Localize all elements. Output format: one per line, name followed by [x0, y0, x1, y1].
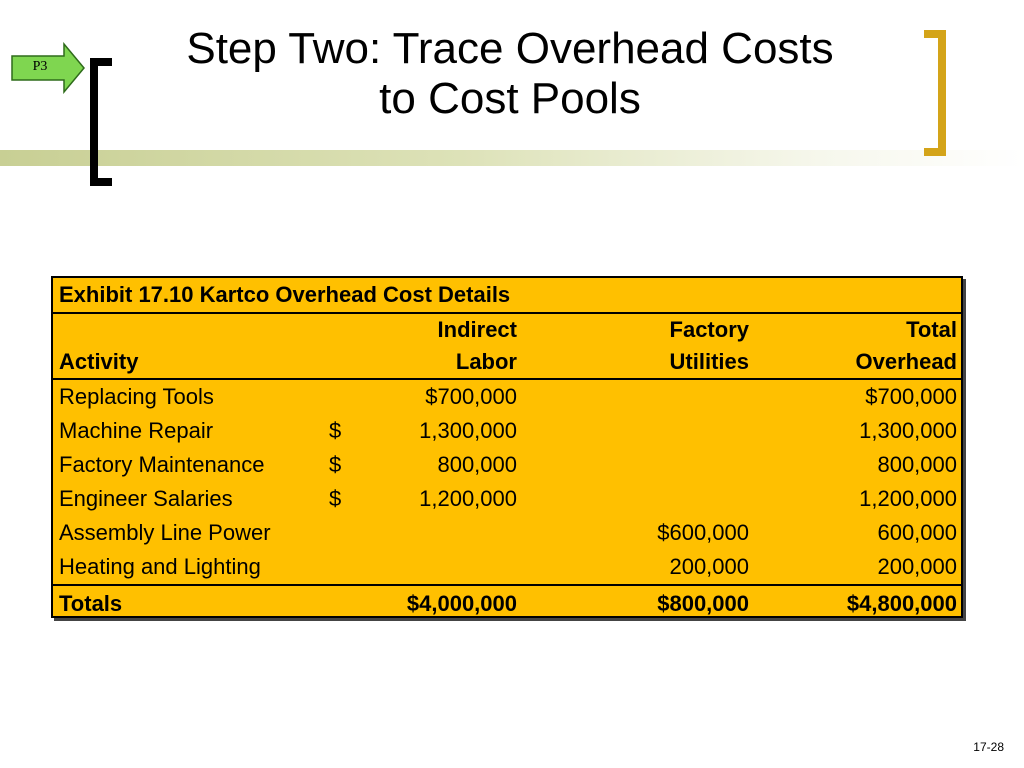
cell-labor: 1,200,000: [419, 486, 517, 511]
table-row: [53, 482, 961, 516]
cell-utilities: [545, 448, 753, 482]
cell-utilities: [545, 482, 753, 516]
cell-utilities: $600,000: [657, 520, 749, 545]
cell-utilities: [545, 379, 753, 414]
totals-total: $4,800,000: [753, 585, 961, 622]
cell-labor: 800,000: [437, 452, 517, 477]
table-row: [53, 448, 961, 482]
cell-activity: Factory Maintenance: [59, 452, 265, 477]
header-total-1: Total: [906, 317, 957, 342]
table-caption-row: [53, 278, 961, 313]
table-row: [53, 379, 961, 414]
cell-dollar: [325, 516, 363, 550]
right-bracket: [924, 30, 946, 156]
header-labor-2: Labor: [363, 346, 521, 379]
cell-dollar: [325, 379, 363, 414]
table-row: [53, 516, 961, 550]
cell-activity: Heating and Lighting: [59, 554, 261, 579]
overhead-cost-table: [53, 278, 961, 622]
cell-dollar: $: [329, 486, 342, 511]
header-row-2: [53, 346, 961, 379]
cell-dollar: $: [329, 452, 342, 477]
left-bracket: [90, 58, 112, 186]
cell-total: 1,200,000: [859, 486, 957, 511]
totals-row: [53, 585, 961, 622]
cell-dollar: [325, 550, 363, 585]
decorative-bar: [0, 150, 1024, 166]
header-util-1: Factory: [669, 317, 749, 342]
cell-activity: Replacing Tools: [59, 384, 214, 409]
header-total-2: Overhead: [753, 346, 961, 379]
tag-label: P3: [32, 59, 48, 74]
table-row: [53, 550, 961, 585]
header-activity: Activity: [53, 346, 325, 379]
cell-labor: [363, 516, 521, 550]
exhibit-table-panel: [51, 276, 963, 618]
cell-labor: 1,300,000: [419, 418, 517, 443]
title-line-2: to Cost Pools: [379, 74, 641, 123]
cell-total: 600,000: [877, 520, 957, 545]
header-row-1: [53, 313, 961, 346]
totals-labor: $4,000,000: [363, 585, 521, 622]
p3-arrow-tag: [10, 42, 86, 94]
table-row: [53, 414, 961, 448]
cell-total: 800,000: [877, 452, 957, 477]
slide-title: [120, 24, 900, 124]
title-line-1: Step Two: Trace Overhead Costs: [186, 24, 834, 73]
cell-activity: Assembly Line Power: [59, 520, 271, 545]
header-labor-1: Indirect: [437, 317, 517, 342]
totals-utilities: $800,000: [545, 585, 753, 622]
cell-dollar: $: [329, 418, 342, 443]
totals-label: Totals: [53, 585, 325, 622]
cell-total: 1,300,000: [859, 418, 957, 443]
cell-utilities: 200,000: [545, 550, 753, 585]
table-caption: Exhibit 17.10 Kartco Overhead Cost Details: [53, 278, 961, 313]
cell-labor: $700,000: [425, 384, 517, 409]
cell-total: $700,000: [865, 384, 957, 409]
cell-activity: Engineer Salaries: [59, 486, 233, 511]
header-util-2: Utilities: [545, 346, 753, 379]
cell-activity: Machine Repair: [59, 418, 214, 443]
page-number: 17-28: [973, 740, 1004, 754]
cell-labor: [363, 550, 521, 585]
cell-utilities: [545, 414, 753, 448]
cell-total: 200,000: [753, 550, 961, 585]
